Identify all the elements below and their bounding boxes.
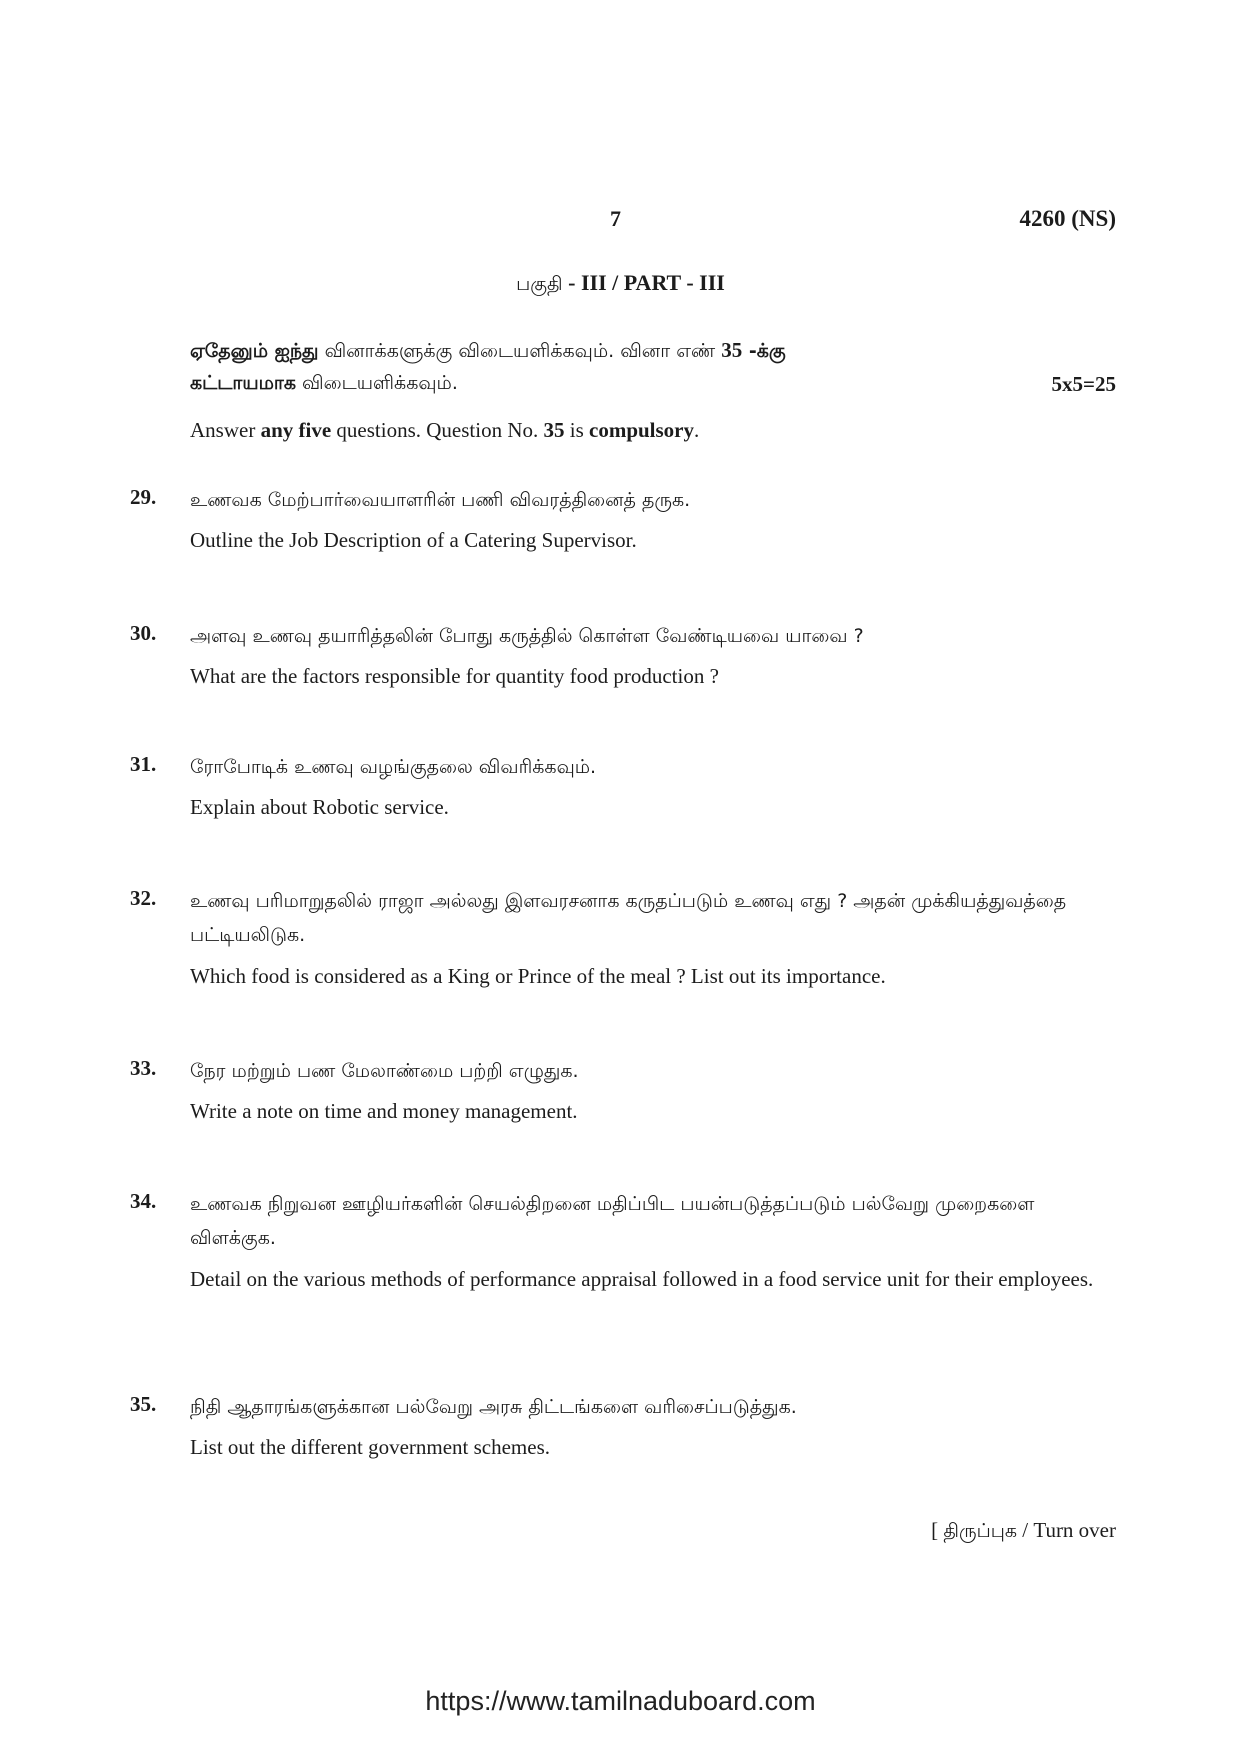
instr-en-any-five: any five	[260, 418, 332, 442]
question-english: What are the factors responsible for quantity food production ?	[190, 664, 719, 688]
instructions-tamil-line1	[190, 338, 1116, 365]
part-heading-tamil: பகுதி	[516, 273, 563, 295]
question-english: List out the different government schemes.	[190, 1435, 551, 1459]
question-tamil: உணவக நிறுவன ஊழியர்களின் செயல்திறனை மதிப்பிட பயன்படுத்தப்படும் பல்வேறு முறைகளை விளக்குக.	[190, 1193, 1035, 1249]
instr-en-3: is	[564, 418, 589, 442]
instr-any-five: ஏதேனும் ஐந்து	[190, 340, 319, 362]
instr-en-compulsory: compulsory	[589, 418, 694, 442]
question-english: Outline the Job Description of a Catering Supervisor.	[190, 528, 637, 552]
question-number: 33.	[130, 1056, 157, 1080]
question-english: Detail on the various methods of performance appraisal followed in a food service unit for their employees.	[190, 1267, 1094, 1291]
instr-kku: -க்கு	[742, 340, 786, 362]
question-tamil: நேர மற்றும் பண மேலாண்மை பற்றி எழுதுக.	[190, 1060, 579, 1082]
instr-text-2: விடையளிக்கவும்.	[295, 372, 458, 394]
question-number: 35.	[130, 1392, 157, 1416]
paper-code: 4260 (NS)	[1019, 206, 1116, 231]
footer-url: https://www.tamilnaduboard.com	[425, 1686, 816, 1716]
question-tamil: உணவு பரிமாறுதலில் ராஜா அல்லது இளவரசனாக கருதப்படும் உணவு எது ? அதன் முக்கியத்துவத்தை பட்டியலிடுக.	[190, 890, 1067, 946]
turn-over-bracket: [	[931, 1518, 944, 1542]
question-english: Explain about Robotic service.	[190, 795, 449, 819]
question-tamil: ரோபோடிக் உணவு வழங்குதலை விவரிக்கவும்.	[190, 756, 597, 778]
part-heading-english: - III / PART - III	[568, 270, 725, 295]
turn-over-tamil: திருப்புக	[943, 1520, 1018, 1542]
question-tamil: உணவக மேற்பார்வையாளரின் பணி விவரத்தினைத் தருக.	[190, 489, 691, 511]
question-number: 34.	[130, 1189, 157, 1213]
page-number: 7	[610, 206, 621, 231]
question-english: Which food is considered as a King or Prince of the meal ? List out its importance.	[190, 964, 886, 988]
instr-en-4: .	[694, 418, 700, 442]
question-tamil: அளவு உணவு தயாரித்தலின் போது கருத்தில் கொள்ள வேண்டியவை யாவை ?	[190, 625, 864, 647]
instr-question-number: 35	[721, 338, 743, 362]
marks-allocation: 5x5=25	[1051, 372, 1116, 396]
instr-compulsory-ta: கட்டாயமாக	[190, 372, 296, 394]
instructions-english	[190, 418, 699, 443]
turn-over-english: / Turn over	[1017, 1518, 1116, 1542]
instr-text-1: வினாக்களுக்கு விடையளிக்கவும். வினா எண்	[318, 340, 722, 362]
question-tamil: நிதி ஆதாரங்களுக்கான பல்வேறு அரசு திட்டங்களை வரிசைப்படுத்துக.	[190, 1396, 797, 1418]
instructions-tamil-line2	[190, 372, 1116, 397]
instr-en-number: 35	[543, 418, 565, 442]
question-number: 29.	[130, 485, 157, 509]
question-number: 31.	[130, 752, 157, 776]
instr-en-2: questions. Question No.	[331, 418, 544, 442]
question-english: Write a note on time and money management.	[190, 1099, 578, 1123]
question-number: 32.	[130, 886, 157, 910]
instr-en-1: Answer	[190, 418, 261, 442]
turn-over-note	[931, 1518, 1116, 1545]
question-number: 30.	[130, 621, 157, 645]
part-heading	[0, 270, 1241, 298]
